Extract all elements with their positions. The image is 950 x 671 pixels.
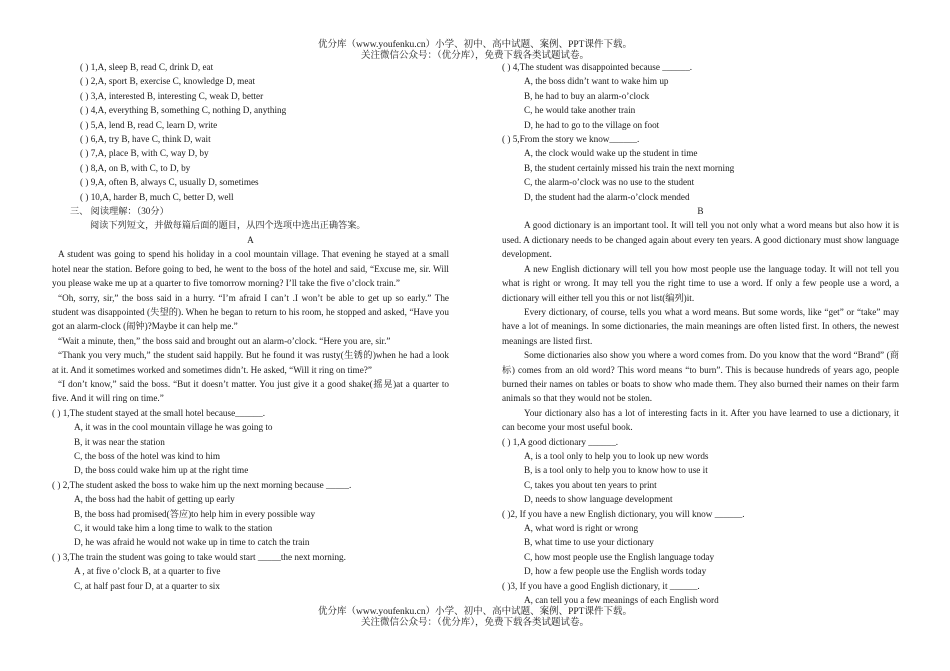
passage-a-label: A <box>247 234 254 245</box>
section-heading: 三、 阅读理解：（30分） <box>70 206 169 217</box>
question-stem: ( ) 1,The student stayed at the small hotel because______. <box>52 407 266 418</box>
cloze-answer-2: ( ) 2,A, sport B, exercise C, knowledge D, meat <box>80 76 256 87</box>
passage-b-paragraph: Your dictionary also has a lot of interesting facts in it. After you have learned to use a dictionary, it can become your most useful book. <box>502 407 899 433</box>
question-option: C, at half past four D, at a quarter to six <box>74 580 220 591</box>
right-column <box>502 60 899 607</box>
question-option: A, it was in the cool mountain village he was going to <box>74 422 273 433</box>
question-option: A , at five o’clock B, at a quarter to five <box>74 566 221 577</box>
question-option: B, the boss had promised(答应)to help him in every possible way <box>74 508 316 519</box>
cloze-answer-10: ( ) 10,A, harder B, much C, better D, well <box>80 191 234 202</box>
footer-line-2: 关注微信公众号：（优分库），免费下载各类试题试卷。 <box>360 618 589 628</box>
question-option: D, the student had the alarm-o’clock mended <box>524 191 690 202</box>
question-option: D, the boss could wake him up at the right time <box>74 465 249 476</box>
passage-b-paragraph: A good dictionary is an important tool. It will tell you not only what a word means but also how it is used. A dictionary needs to be changed again about every ten years. A good dictionary must show language development. <box>502 220 899 260</box>
passage-a-paragraph: A student was going to spend his holiday in a cool mountain village. That evening he stayed at a small hotel near the station. Before going to bed, he went to the boss of the hotel and said, “Excuse me, sir. Will you please wake me up at a quarter to five tomorrow morning? I’ll take the five o’clock train.” <box>52 249 449 289</box>
cloze-answer-1: ( ) 1,A, sleep B, read C, drink D, eat <box>80 62 214 72</box>
passage-a-paragraph: “I don’t know,” said the boss. “But it doesn’t matter. You just give it a good shake(摇晃)at a quarter to five. And it will ring on time.” <box>52 378 449 404</box>
question-stem: ( ) 5,From the story we know______. <box>502 134 640 145</box>
question-option: D, he had to go to the village on foot <box>524 119 660 130</box>
question-option: A, can tell you a few meanings of each English word <box>524 595 719 606</box>
cloze-answer-4: ( ) 4,A, everything B, something C, nothing D, anything <box>80 105 287 116</box>
question-option: B, he had to buy an alarm-o’clock <box>524 90 650 101</box>
section-instruction: 阅读下列短文，并做每篇后面的题目，从四个选项中选出正确答案。 <box>90 220 366 231</box>
passage-a-paragraph: “Oh, sorry, sir,” the boss said in a hurry. “I’m afraid I can’t .I won’t be able to get up so early.” The student was disappointed (失望的). When he began to return to his room, he stopped and asked, “Have you got an alarm-clock (闹钟)?Maybe it can help me.” <box>52 292 449 332</box>
question-stem: ( ) 2,The student asked the boss to wake him up the next morning because _____. <box>52 479 352 490</box>
question-option: B, what time to use your dictionary <box>524 537 654 548</box>
cloze-answer-6: ( ) 6,A, try B, have C, think D, wait <box>80 134 211 145</box>
cloze-answer-7: ( ) 7,A, place B, with C, way D, by <box>80 148 209 159</box>
question-a4 <box>502 60 899 132</box>
question-option: D, needs to show language development <box>524 494 673 505</box>
question-option: A, is a tool only to help you to look up new words <box>524 450 709 461</box>
header-line-1: 优分库（www.youfenku.cn）小学、初中、高中试题、案例、PPT课件下载。 <box>318 40 632 50</box>
passage-b-paragraph: A new English dictionary will tell you how most people use the language today. It will not tell you what is right or wrong. It may tell you the right time to use a word. If only a few people use a word, a dictionary will either tell you this or not list(编列)it. <box>502 263 899 303</box>
page-header <box>0 40 950 62</box>
question-b2 <box>502 507 899 579</box>
question-a3 <box>52 550 449 593</box>
cloze-answer-list <box>52 60 449 204</box>
question-option: B, the student certainly missed his train the next morning <box>524 162 735 173</box>
question-stem: ( ) 1,A good dictionary ______. <box>502 436 619 447</box>
cloze-answer-5: ( ) 5,A, lend B, read C, learn D, write <box>80 119 218 130</box>
question-option: B, it was near the station <box>74 436 165 447</box>
cloze-answer-9: ( ) 9,A, often B, always C, usually D, sometimes <box>80 177 259 188</box>
question-option: C, how most people use the English language today <box>524 551 715 562</box>
left-column <box>52 60 449 593</box>
question-stem: ( ) 3,The train the student was going to take would start _____the next morning. <box>52 551 346 562</box>
passage-b-paragraph: Every dictionary, of course, tells you what a word means. But some words, like “get” or “take” may have a lot of meanings. In some dictionaries, the main meanings are often listed first. In others, the newest meanings are listed first. <box>502 306 899 346</box>
cloze-answer-3: ( ) 3,A, interested B, interesting C, weak D, better <box>80 90 264 101</box>
question-option: C, takes you about ten years to print <box>524 479 657 490</box>
question-b3 <box>502 579 899 608</box>
question-stem: ( )2, If you have a new English dictionary, you will know ______. <box>502 508 745 519</box>
question-option: A, what word is right or wrong <box>524 523 639 533</box>
footer-line-1: 优分库（www.youfenku.cn）小学、初中、高中试题、案例、PPT课件下载。 <box>318 607 632 617</box>
question-option: A, the boss had the habit of getting up early <box>74 494 235 505</box>
passage-b-label: B <box>697 206 704 217</box>
passage-b-paragraph: Some dictionaries also show you where a word comes from. Do you know that the word “Brand” (商标) comes from an old word? This word means “to burn”. This is because hundreds of years ago, people burned their names on tables or boats to show who made them. They also burned their names on their farm animals so that they would not be stolen. <box>502 350 899 404</box>
passage-a-paragraph: “Wait a minute, then,” the boss said and brought out an alarm-o’clock. “Here you are, sir.” <box>58 335 391 346</box>
question-option: A, the clock would wake up the student in time <box>524 148 698 159</box>
question-b1 <box>502 435 899 507</box>
question-option: B, is a tool only to help you to know how to use it <box>524 465 708 476</box>
question-option: C, he would take another train <box>524 105 636 116</box>
question-option: D, how a few people use the English words today <box>524 566 707 577</box>
question-stem: ( ) 4,The student was disappointed because ______. <box>502 62 693 72</box>
question-a2 <box>52 478 449 550</box>
passage-a-paragraph: “Thank you very much,” the student said happily. But he found it was rusty(生锈的)when he had a look at it. And it sometimes worked and sometimes didn’t. He asked, “Will it ring on time?” <box>52 350 449 375</box>
header-line-2: 关注微信公众号：（优分库），免费下载各类试题试卷。 <box>360 51 589 61</box>
question-option: A, the boss didn’t want to wake him up <box>524 76 669 87</box>
page-footer <box>0 607 950 629</box>
question-a5 <box>502 132 899 204</box>
question-option: D, he was afraid he would not wake up in time to catch the train <box>74 537 310 548</box>
question-option: C, the alarm-o’clock was no use to the student <box>524 177 695 188</box>
question-a1 <box>52 406 449 478</box>
cloze-answer-8: ( ) 8,A, on B, with C, to D, by <box>80 162 191 173</box>
question-option: C, it would take him a long time to walk to the station <box>74 523 273 533</box>
question-stem: ( )3, If you have a good English dictionary, it ______. <box>502 580 700 591</box>
question-option: C, the boss of the hotel was kind to him <box>74 450 220 461</box>
